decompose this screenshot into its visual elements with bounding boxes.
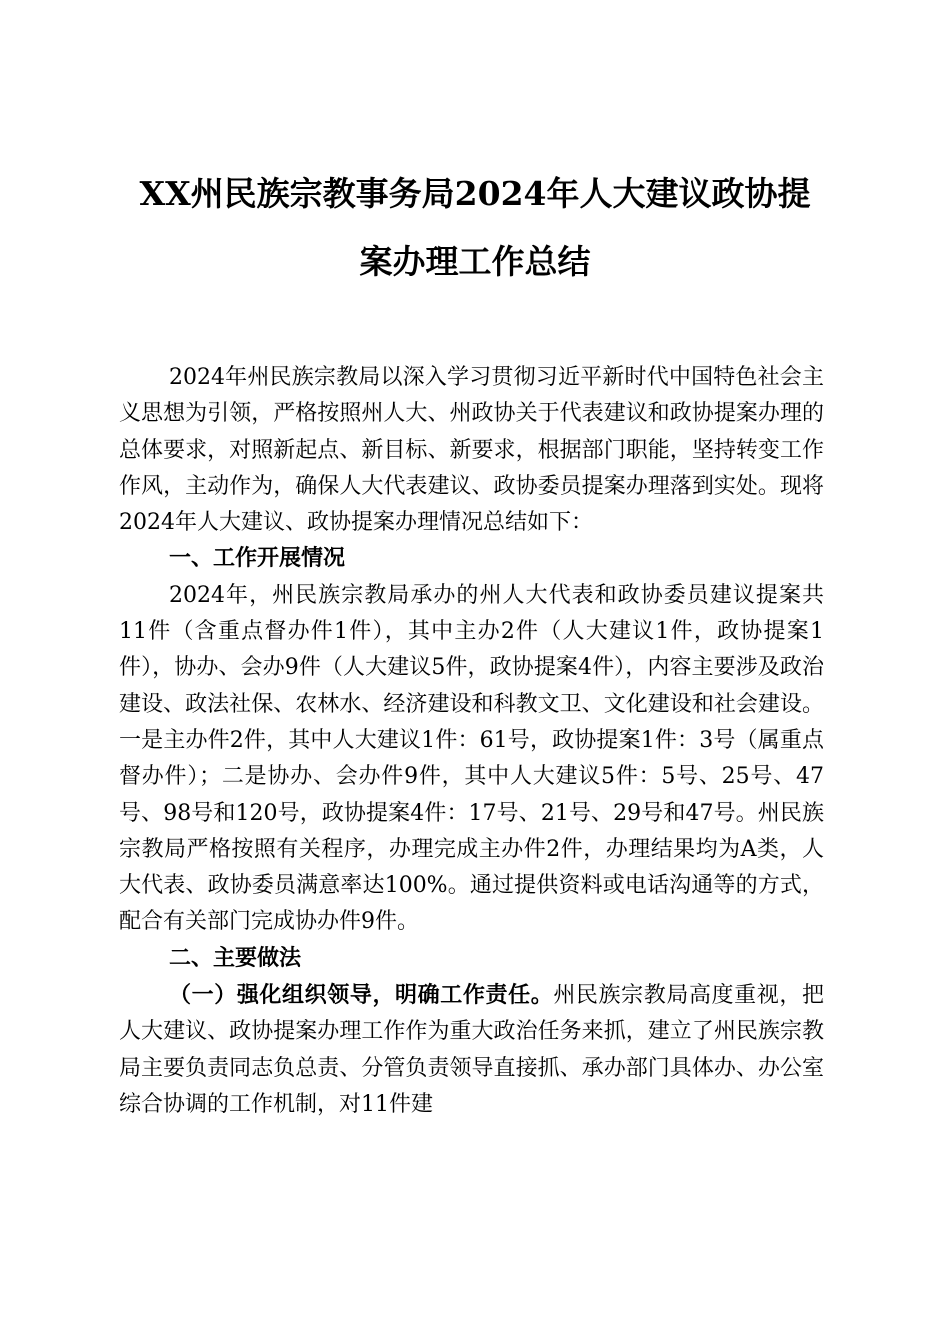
document-title-line-2: 案办理工作总结 [359, 242, 591, 281]
document-body [119, 360, 824, 1123]
section-heading-2: 二、主要做法 [169, 945, 302, 971]
subsection-title-1: （一）强化组织领导，明确工作责任。 [169, 982, 554, 1009]
document-title-line-1: XX州民族宗教事务局2024年人大建议政协提 [139, 174, 811, 213]
section-2-paragraph [119, 977, 824, 1123]
subsection-text-1: 州民族宗教局高度重视，把人大建议、政协提案办理工作作为重大政治任务来抓，建立了州民族宗教局主要负责同志负总责、分管负责领导直接抓、承办部门具体办、办公室综合协调的工作机制，对11件建 [119, 983, 824, 1117]
section-1-paragraph: 2024年，州民族宗教局承办的州人大代表和政协委员建议提案共11件（含重点督办件1件），其中主办2件（人大建议1件，政协提案1件），协办、会办9件（人大建议5件，政协提案4件），内容主要涉及政治建设、政法社保、农林水、经济建设和科教文卫、文化建设和社会建设。一是主办件2件，其中人大建议1件：61号，政协提案1件：3号（属重点督办件）；二是协办、会办件9件，其中人大建议5件：5号、25号、47号、98号和120号，政协提案4件：17号、21号、29号和47号。州民族宗教局严格按照有关程序，办理完成主办件2件，办理结果均为A类，人大代表、政协委员满意率达100%。通过提供资料或电话沟通等的方式，配合有关部门完成协办件9件。 [119, 582, 824, 935]
section-heading-1: 一、工作开展情况 [169, 546, 346, 572]
intro-paragraph: 2024年州民族宗教局以深入学习贯彻习近平新时代中国特色社会主义思想为引领，严格按照州人大、州政协关于代表建议和政协提案办理的总体要求，对照新起点、新目标、新要求，根据部门职能，坚持转变工作作风，主动作为，确保人大代表建议、政协委员提案办理落到实处。现将2024年人大建议、政协提案办理情况总结如下： [119, 365, 824, 536]
